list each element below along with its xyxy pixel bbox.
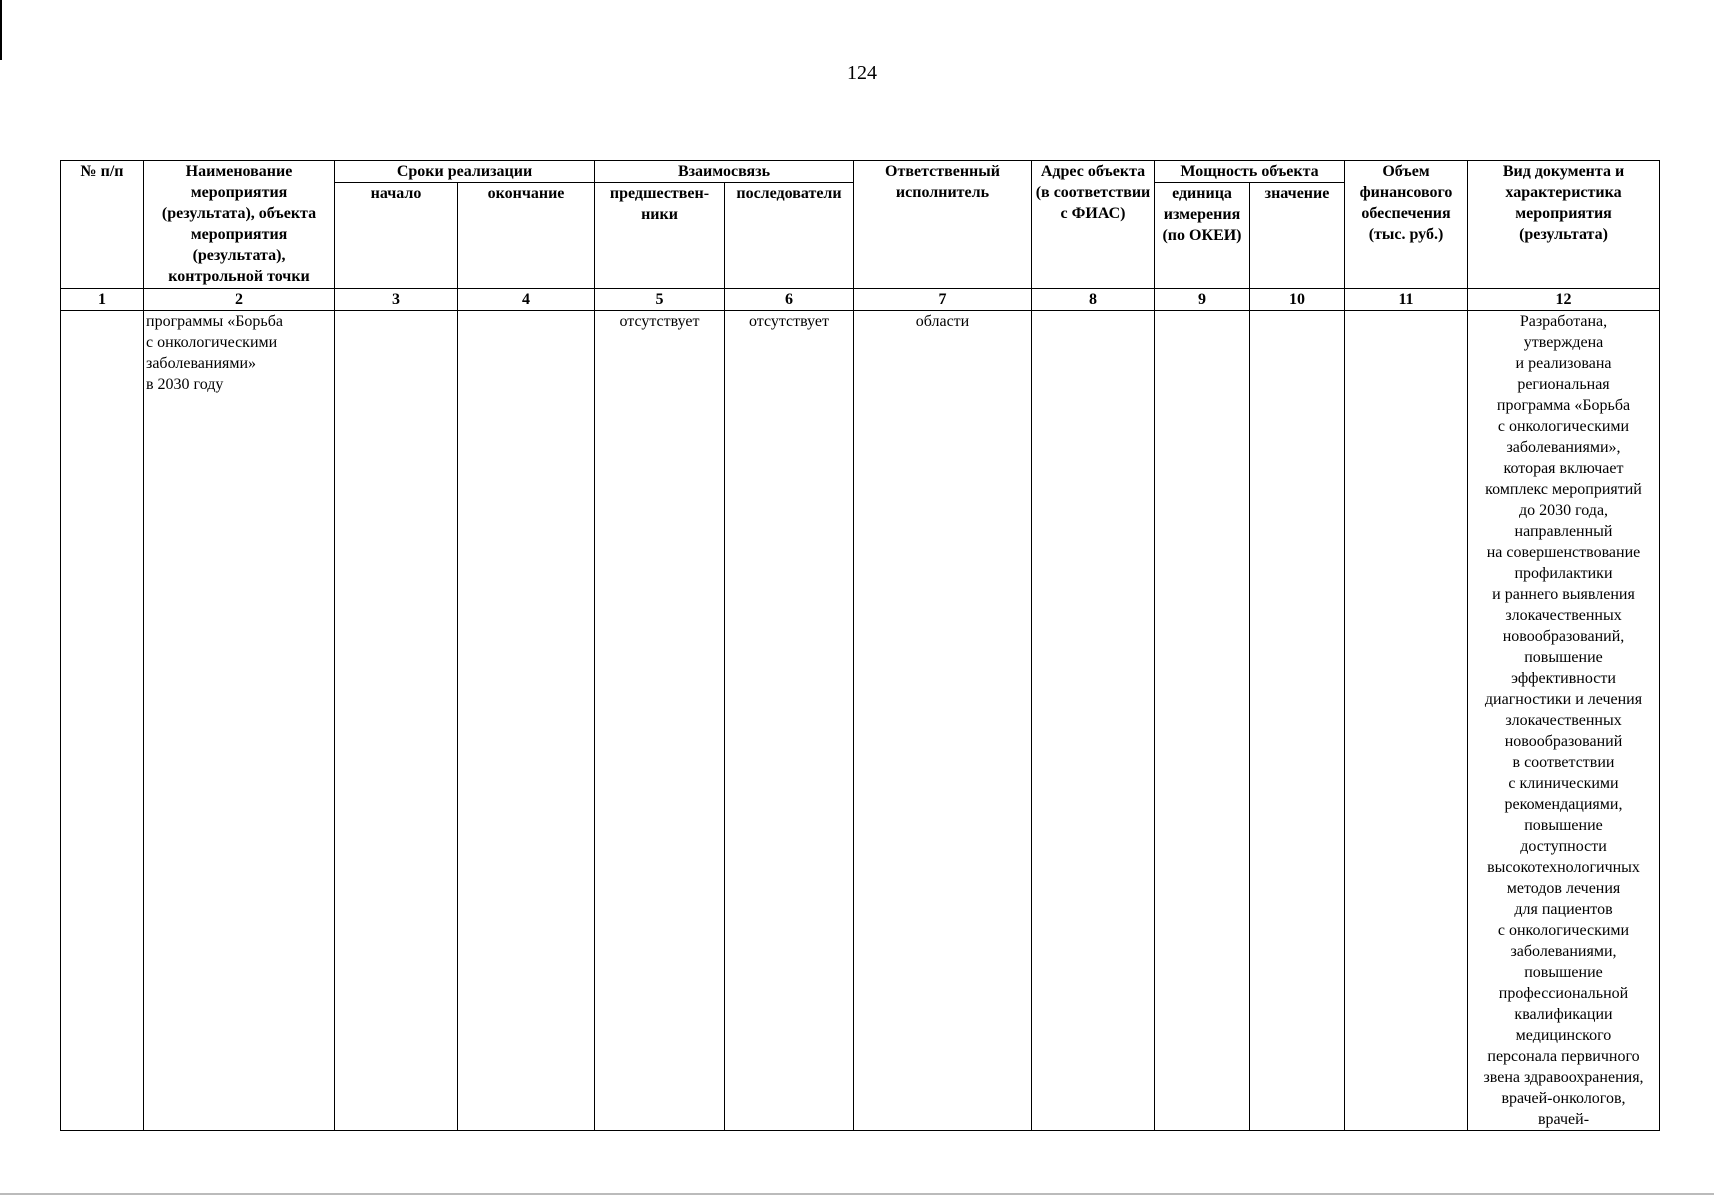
cell-end (458, 311, 595, 1131)
name-line: в 2030 году (146, 376, 224, 393)
column-number: 11 (1345, 289, 1468, 311)
header-unit: единица измерения (по ОКЕИ) (1155, 183, 1250, 289)
description-line: звена здравоохранения, (1483, 1069, 1644, 1086)
header-number: № п/п (61, 161, 144, 289)
column-number: 4 (458, 289, 595, 311)
header-value: значение (1250, 183, 1345, 289)
header-relation-group: Взаимосвязь (595, 161, 854, 183)
description-line: диагностики и лечения (1484, 691, 1643, 708)
description-line: новообразований, (1502, 628, 1625, 645)
description-line: профилактики (1514, 565, 1613, 582)
description-line: рекомендациями, (1504, 796, 1623, 813)
description-line: направленный (1514, 523, 1613, 540)
description-line: повышение (1524, 817, 1603, 834)
header-executor: Ответственный исполнитель (854, 161, 1032, 289)
description-line: до 2030 года, (1518, 502, 1609, 519)
description-line: и раннего выявления (1492, 586, 1635, 603)
description-line: новообразований (1504, 733, 1623, 750)
header-end: окончание (458, 183, 595, 289)
description-line: квалификации (1514, 1006, 1613, 1023)
cell-executor: области (854, 311, 1032, 1131)
description-line: заболеваниями», (1506, 439, 1621, 456)
column-number: 6 (725, 289, 854, 311)
cell-value (1250, 311, 1345, 1131)
column-number: 9 (1155, 289, 1250, 311)
description-line: повышение (1524, 964, 1603, 981)
description-line: с клиническими (1508, 775, 1619, 792)
name-line: с онкологическими (146, 334, 278, 351)
header-funding: Объем финансового обеспечения (тыс. руб.) (1345, 161, 1468, 289)
description-line: утверждена (1523, 334, 1604, 351)
description-line: для пациентов (1514, 901, 1613, 918)
cell-unit (1155, 311, 1250, 1131)
column-number-row (61, 289, 1660, 311)
description-line: и реализована (1515, 355, 1612, 372)
cell-funding (1345, 311, 1468, 1131)
description-line: заболеваниями, (1510, 943, 1617, 960)
description-line: врачей-онкологов, (1501, 1090, 1626, 1107)
name-line: заболеваниями» (146, 355, 257, 372)
description-line: злокачественных (1505, 712, 1622, 729)
description-line: высокотехнологичных (1487, 859, 1640, 876)
scan-bottom-edge (0, 1193, 1714, 1195)
header-name: Наименование мероприятия (результата), объекта мероприятия (результата), контрольной точки (144, 161, 335, 289)
description-line: повышение (1524, 649, 1603, 666)
header-terms-group: Сроки реализации (335, 161, 595, 183)
description-line: региональная (1517, 376, 1610, 393)
description-line: комплекс мероприятий (1485, 481, 1642, 498)
cell-number (61, 311, 144, 1131)
column-number: 2 (144, 289, 335, 311)
header-start: начало (335, 183, 458, 289)
column-number: 3 (335, 289, 458, 311)
page-number: 124 (847, 62, 877, 84)
header-successors: последователи (725, 183, 854, 289)
description-line: персонала первичного (1487, 1048, 1640, 1065)
column-number: 8 (1032, 289, 1155, 311)
description-line: в соответствии (1512, 754, 1615, 771)
cell-name (144, 311, 335, 1131)
header-document-type: Вид документа и характеристика мероприятия (результата) (1468, 161, 1660, 289)
description-line: которая включает (1503, 460, 1624, 477)
description-line: с онкологическими (1497, 922, 1630, 939)
column-number: 10 (1250, 289, 1345, 311)
column-number: 5 (595, 289, 725, 311)
header-address: Адрес объекта (в соответствии с ФИАС) (1032, 161, 1155, 289)
program-table (60, 160, 1660, 1131)
description-line: врачей- (1537, 1111, 1590, 1128)
description-line: медицинского (1515, 1027, 1612, 1044)
name-line: программы «Борьба (146, 313, 283, 330)
description-line: программа «Борьба (1496, 397, 1631, 414)
description-line: методов лечения (1506, 880, 1621, 897)
scan-left-edge (0, 0, 2, 60)
cell-successors: отсутствует (725, 311, 854, 1131)
description-line: на совершенствование (1486, 544, 1641, 561)
cell-address (1032, 311, 1155, 1131)
description-line: злокачественных (1505, 607, 1622, 624)
description-line: доступности (1520, 838, 1607, 855)
header-predecessors: предшествен-ники (595, 183, 725, 289)
cell-predecessors: отсутствует (595, 311, 725, 1131)
column-number: 7 (854, 289, 1032, 311)
description-line: Разработана, (1519, 313, 1608, 330)
table-row (61, 311, 1660, 1131)
description-line: с онкологическими (1497, 418, 1630, 435)
cell-description (1468, 311, 1660, 1131)
header-capacity-group: Мощность объекта (1155, 161, 1345, 183)
cell-start (335, 311, 458, 1131)
column-number: 1 (61, 289, 144, 311)
column-number: 12 (1468, 289, 1660, 311)
description-line: эффективности (1511, 670, 1616, 687)
description-line: профессиональной (1498, 985, 1629, 1002)
